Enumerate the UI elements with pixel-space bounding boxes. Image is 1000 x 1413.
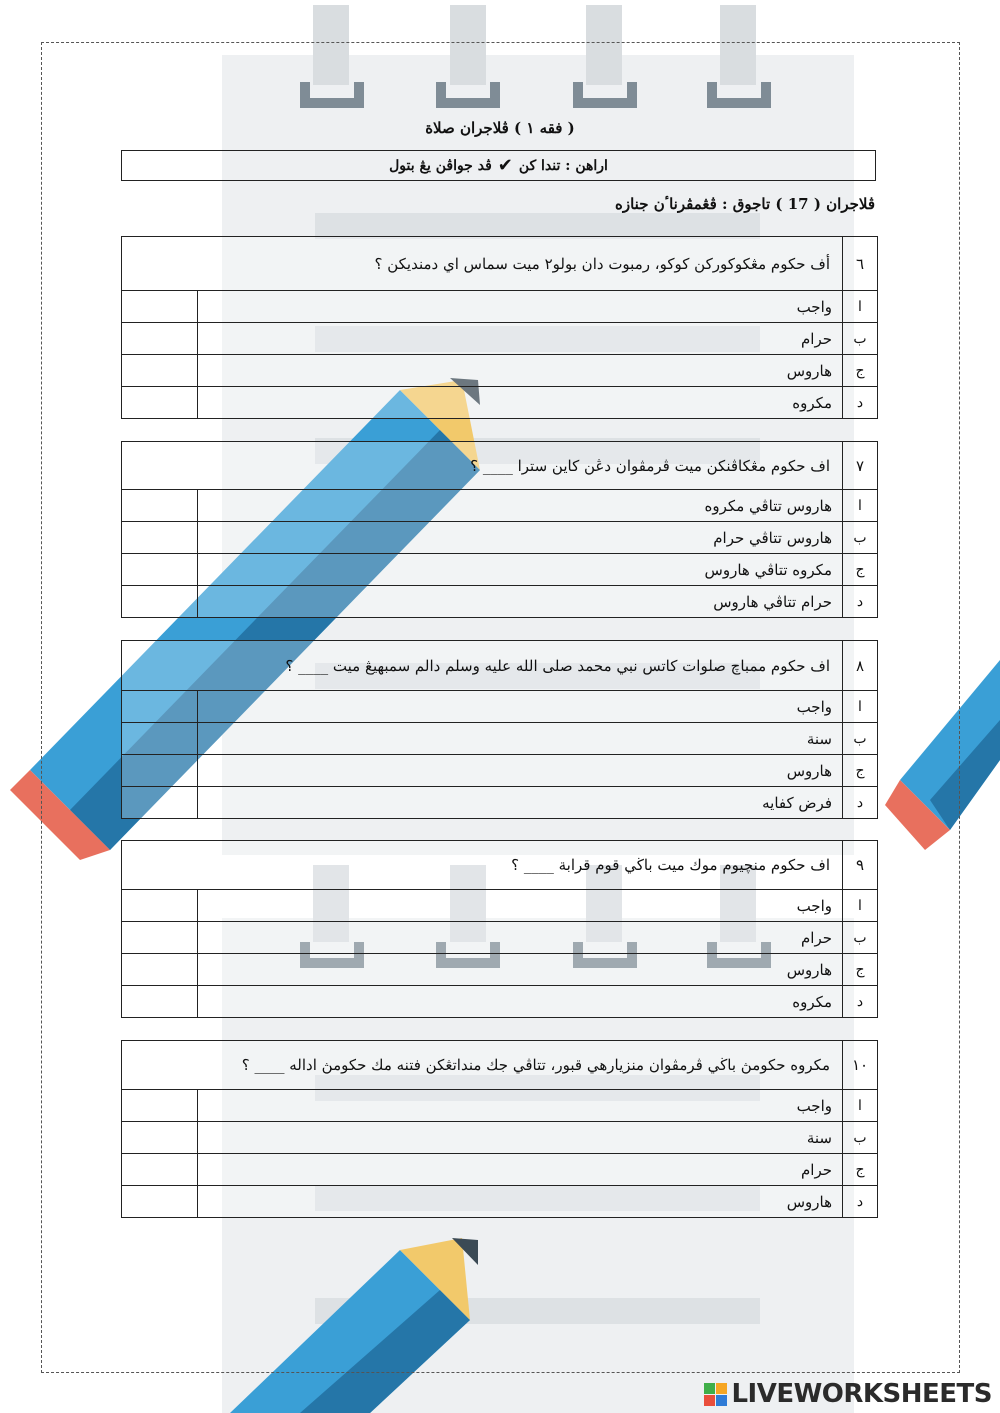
answer-box[interactable] xyxy=(122,586,197,617)
option-text[interactable]: حرام xyxy=(197,1154,842,1185)
option-row[interactable] xyxy=(122,1186,877,1217)
answer-box[interactable] xyxy=(122,554,197,585)
option-letter: ج xyxy=(842,755,877,786)
option-row[interactable] xyxy=(122,522,877,554)
option-row[interactable] xyxy=(122,291,877,323)
answer-box[interactable] xyxy=(122,291,197,322)
answer-box[interactable] xyxy=(122,1090,197,1121)
question-number: ١٠ xyxy=(842,1041,877,1089)
option-letter: ب xyxy=(842,1122,877,1153)
option-row[interactable] xyxy=(122,723,877,755)
option-letter: د xyxy=(842,1186,877,1217)
option-row[interactable] xyxy=(122,922,877,954)
option-row[interactable] xyxy=(122,1154,877,1186)
option-letter: ا xyxy=(842,890,877,921)
option-row[interactable] xyxy=(122,554,877,586)
option-letter: د xyxy=(842,986,877,1017)
question-block xyxy=(121,441,878,618)
option-text[interactable]: مكروه تتاڤي هاروس xyxy=(197,554,842,585)
option-text[interactable]: سنة xyxy=(197,723,842,754)
option-letter: ج xyxy=(842,554,877,585)
answer-box[interactable] xyxy=(122,355,197,386)
option-letter: د xyxy=(842,787,877,818)
option-letter: ب xyxy=(842,922,877,953)
option-text[interactable]: هاروس تتاڤي مكروه xyxy=(197,490,842,521)
option-row[interactable] xyxy=(122,890,877,922)
question-text: مكروه حكومڽ باڬي ڤرمڤوان منزيارهي قبور، تتاڤي جك منداتڠكن فتنه مك حكومڽ اداله ____ ؟ xyxy=(241,1056,830,1074)
instruction-text: اراهن : تندا كن xyxy=(518,157,608,174)
option-letter: ب xyxy=(842,522,877,553)
question-text: اف حكوم منچيوم موك ميت باڬي قوم قرابة ____ ؟ xyxy=(511,856,830,874)
option-row[interactable] xyxy=(122,586,877,617)
option-text[interactable]: واجب xyxy=(197,890,842,921)
question-text: اف حكوم ممباچ صلوات كاتس نبي محمد صلى الله عليه وسلم دالم سمبهيڠ ميت ____ ؟ xyxy=(285,656,830,675)
liveworksheets-brand[interactable] xyxy=(704,1379,992,1409)
answer-box[interactable] xyxy=(122,1154,197,1185)
option-text[interactable]: حرام xyxy=(197,922,842,953)
answer-box[interactable] xyxy=(122,522,197,553)
option-text[interactable]: مكروه xyxy=(197,986,842,1017)
answer-box[interactable] xyxy=(122,954,197,985)
answer-box[interactable] xyxy=(122,691,197,722)
option-row[interactable] xyxy=(122,691,877,723)
liveworksheets-logo-icon xyxy=(704,1383,727,1406)
option-text[interactable]: هاروس xyxy=(197,755,842,786)
answer-box[interactable] xyxy=(122,986,197,1017)
option-text[interactable]: هاروس xyxy=(197,1186,842,1217)
answer-box[interactable] xyxy=(122,323,197,354)
option-letter: د xyxy=(842,586,877,617)
answer-box[interactable] xyxy=(122,1122,197,1153)
option-row[interactable] xyxy=(122,787,877,818)
option-text[interactable]: هاروس xyxy=(197,355,842,386)
option-letter: ج xyxy=(842,1154,877,1185)
option-letter: ا xyxy=(842,1090,877,1121)
question-number: ٨ xyxy=(842,641,877,690)
option-row[interactable] xyxy=(122,986,877,1017)
question-text: أف حكوم مڠكوكوركن كوكو، رمبوت دان بولو٢ ميت سماس اي دمنديكن ؟ xyxy=(374,254,830,273)
instruction-tail: ڤد جواڤن يڠ بتول xyxy=(389,157,492,174)
question-number: ٩ xyxy=(842,841,877,889)
option-row[interactable] xyxy=(122,355,877,387)
option-text[interactable]: واجب xyxy=(197,291,842,322)
answer-box[interactable] xyxy=(122,387,197,418)
option-text[interactable]: سنة xyxy=(197,1122,842,1153)
option-row[interactable] xyxy=(122,954,877,986)
option-text[interactable]: واجب xyxy=(197,691,842,722)
option-row[interactable] xyxy=(122,755,877,787)
option-letter: ا xyxy=(842,691,877,722)
brand-name: LIVEWORKSHEETS xyxy=(731,1379,992,1409)
question-number: ٦ xyxy=(842,237,877,290)
question-block xyxy=(121,640,878,819)
question-block xyxy=(121,840,878,1018)
option-text[interactable]: هاروس xyxy=(197,954,842,985)
answer-box[interactable] xyxy=(122,890,197,921)
logo-square xyxy=(716,1383,727,1394)
option-letter: ب xyxy=(842,723,877,754)
checkmark-icon: ✔ xyxy=(497,155,513,176)
option-row[interactable] xyxy=(122,323,877,355)
option-row[interactable] xyxy=(122,387,877,418)
logo-square xyxy=(704,1395,715,1406)
option-text[interactable]: مكروه xyxy=(197,387,842,418)
option-text[interactable]: حرام تتاڤي هاروس xyxy=(197,586,842,617)
answer-box[interactable] xyxy=(122,755,197,786)
option-letter: د xyxy=(842,387,877,418)
option-letter: ب xyxy=(842,323,877,354)
option-text[interactable]: حرام xyxy=(197,323,842,354)
option-letter: ج xyxy=(842,355,877,386)
option-row[interactable] xyxy=(122,1122,877,1154)
question-text: اف حكوم مڠكاڤنكن ميت ڤرمڤوان دڠن كاين سترا ____ ؟ xyxy=(470,456,830,475)
question-block xyxy=(121,1040,878,1218)
question-block xyxy=(121,236,878,419)
question-number: ٧ xyxy=(842,442,877,489)
answer-box[interactable] xyxy=(122,1186,197,1217)
option-text[interactable]: فرض كفايه xyxy=(197,787,842,818)
option-row[interactable] xyxy=(122,490,877,522)
option-text[interactable]: هاروس تتاڤي حرام xyxy=(197,522,842,553)
option-letter: ا xyxy=(842,291,877,322)
instruction-box xyxy=(121,150,876,181)
worksheet-title: ( فقه ١ ) ڤلاجران صلاة xyxy=(425,119,575,137)
lesson-subtitle: ڤلاجران ( 17 ) تاجوق : ڤڠمڤرناٴن جنازه xyxy=(615,195,875,213)
option-letter: ا xyxy=(842,490,877,521)
option-text[interactable]: واجب xyxy=(197,1090,842,1121)
answer-box[interactable] xyxy=(122,787,197,818)
answer-box[interactable] xyxy=(122,723,197,754)
logo-square xyxy=(716,1395,727,1406)
option-letter: ج xyxy=(842,954,877,985)
answer-box[interactable] xyxy=(122,490,197,521)
logo-square xyxy=(704,1383,715,1394)
option-row[interactable] xyxy=(122,1090,877,1122)
answer-box[interactable] xyxy=(122,922,197,953)
